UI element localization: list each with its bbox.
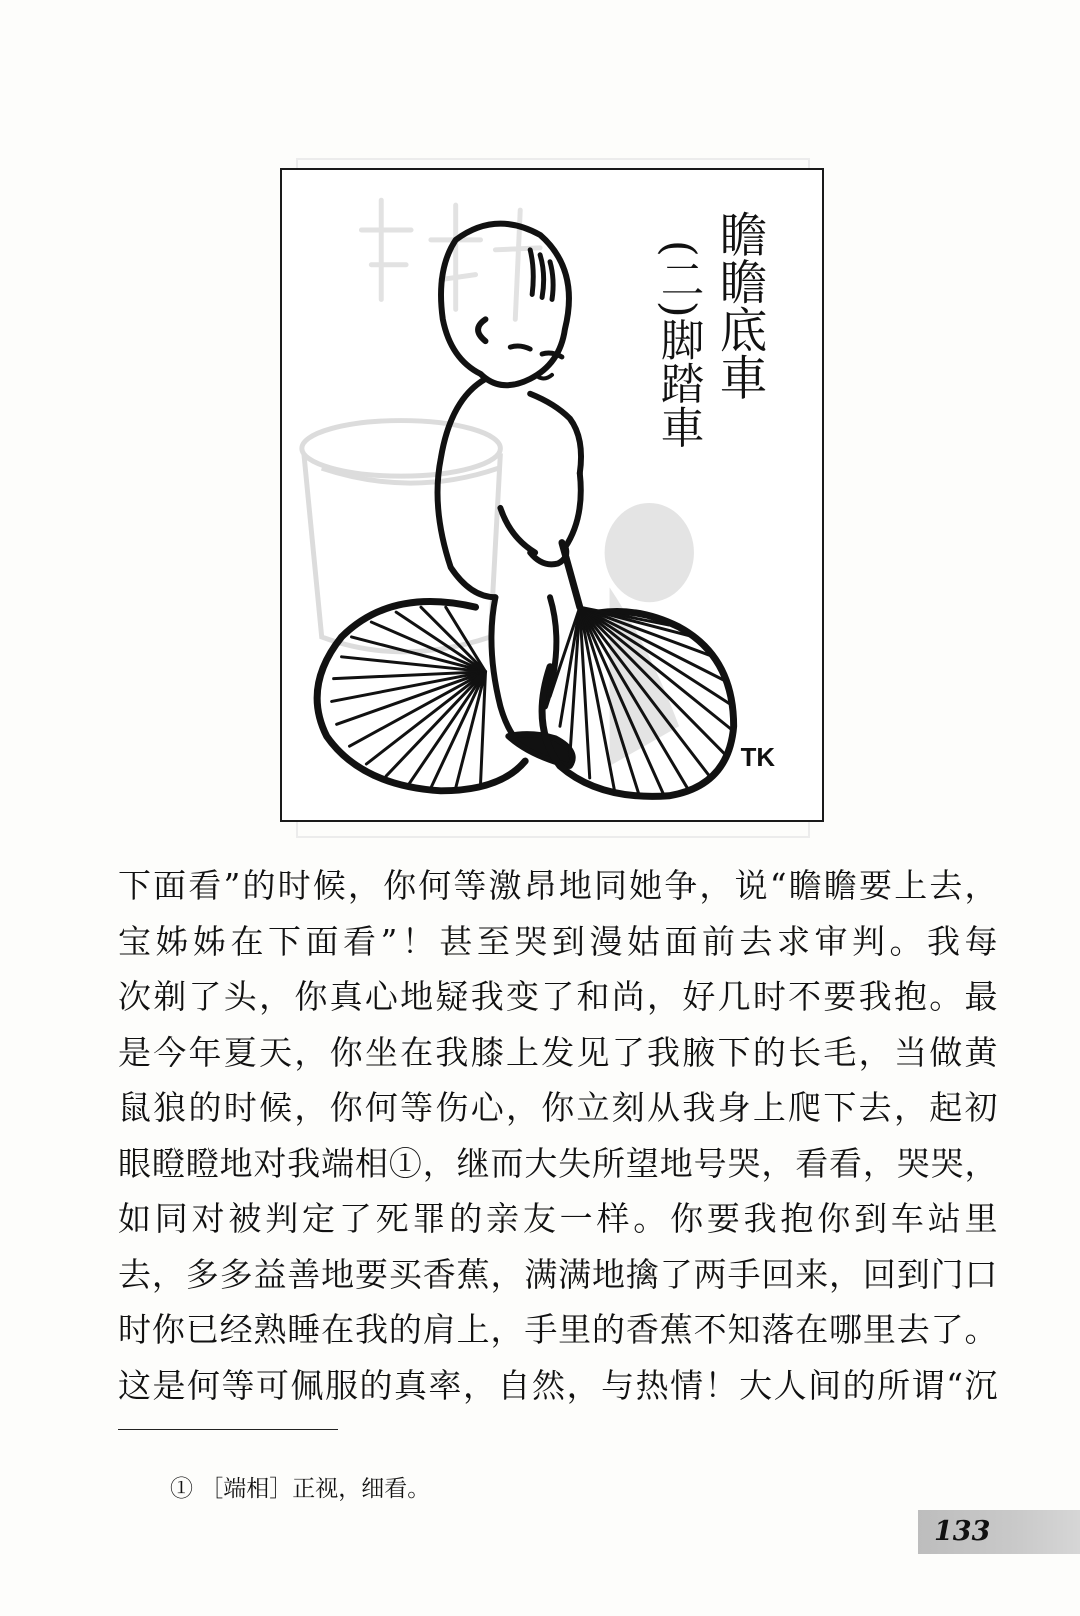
text-line: 时你已经熟睡在我的肩上，手里的香蕉不知落在哪里去了。	[118, 1310, 998, 1349]
text-line: 如同对被判定了死罪的亲友一样。你要我抱你到车站里	[118, 1199, 998, 1238]
text-line: 是今年夏天，你坐在我膝上发见了我腋下的长毛，当做黄	[118, 1032, 998, 1072]
cartoon-illustration	[280, 168, 824, 822]
body-paragraph	[118, 858, 998, 1413]
footnote-text: ① ［端相］正视，细看。	[170, 1476, 431, 1502]
text-line: 次剃了头，你真心地疑我变了和尚，好几时不要我抱。最	[118, 977, 998, 1016]
page-number: 133	[934, 1516, 991, 1547]
text-line: 鼠狼的时候，你何等伤心，你立刻从我身上爬下去，起初	[118, 1088, 998, 1127]
text-line: 宝姊姊在下面看”！甚至哭到漫姑面前去求审判。我每	[118, 921, 998, 961]
text-line: 眼瞪瞪地对我端相①，继而大失所望地号哭，看看，哭哭，	[118, 1143, 998, 1183]
text-line: 下面看”的时候，你何等激昂地同她争，说“瞻瞻要上去，	[118, 866, 998, 905]
footnote-divider	[118, 1429, 338, 1430]
show-through-calligraphy	[361, 200, 540, 319]
calligraphy-caption	[654, 210, 767, 449]
text-line: 去，多多益善地要买香蕉，满满地擒了两手回来，回到门口	[118, 1254, 998, 1294]
caption-line-2: (二)脚踏車	[653, 239, 705, 449]
caption-line-1: 瞻瞻底車	[711, 210, 767, 401]
child-on-fans-drawing	[282, 170, 822, 820]
text-line: 这是何等可佩服的真率，自然，与热情！大人间的所谓“沉	[118, 1365, 998, 1405]
artist-signature: TK	[740, 743, 775, 772]
